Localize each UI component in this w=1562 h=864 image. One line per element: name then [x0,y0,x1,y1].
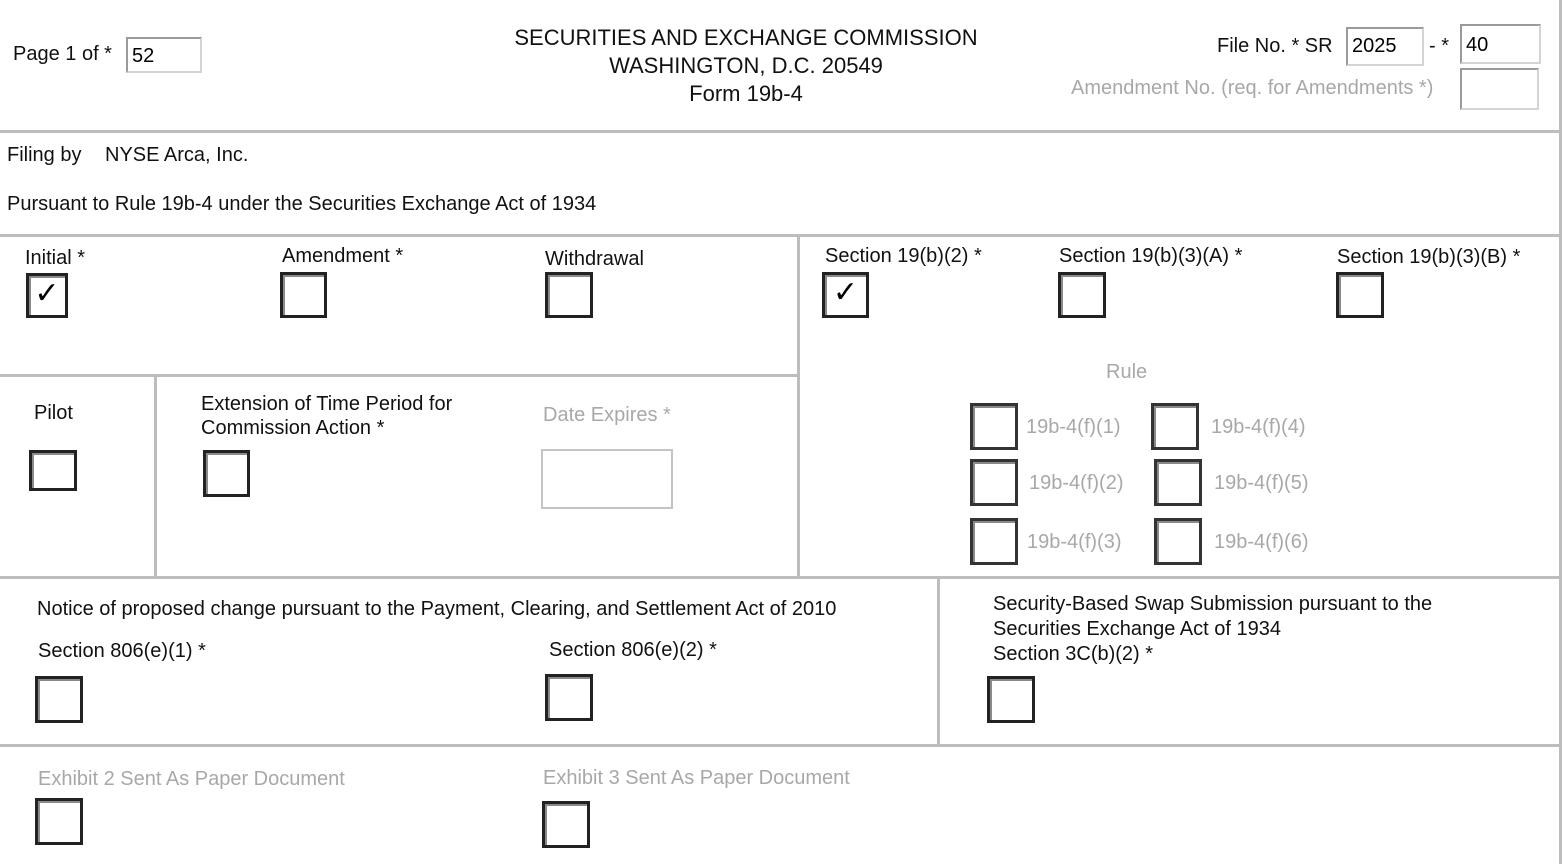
file-number-field[interactable]: 40 [1460,24,1541,64]
pilot-label: Pilot [34,402,73,424]
pursuant-text: Pursuant to Rule 19b-4 under the Securities Exchange Act of 1934 [7,193,597,215]
rule-f3-label: 19b-4(f)(3) [1027,531,1122,553]
section-19b2-label: Section 19(b)(2) * [825,245,982,267]
section-19b3b-checkbox[interactable] [1336,272,1384,318]
exhibit2-label: Exhibit 2 Sent As Paper Document [38,768,345,790]
file-year-field[interactable]: 2025 [1346,27,1424,66]
section-3cb2-checkbox[interactable] [987,676,1035,723]
date-expires-field[interactable] [541,449,673,509]
rule-f6-label: 19b-4(f)(6) [1214,531,1309,553]
swap-line2: Securities Exchange Act of 1934 [993,618,1281,640]
rule-f5-label: 19b-4(f)(5) [1214,472,1309,494]
filing-by-label: Filing by [7,144,82,166]
swap-line3: Section 3C(b)(2) * [993,643,1154,665]
extension-label-line1: Extension of Time Period for [201,393,453,415]
rule-f1-label: 19b-4(f)(1) [1026,416,1121,438]
rule-f4-checkbox[interactable] [1151,403,1199,450]
amendment-no-label: Amendment No. (req. for Amendments *) [1071,77,1434,99]
divider-payment-top [0,576,1562,579]
rule-f5-checkbox[interactable] [1154,459,1202,506]
section-19b3a-label: Section 19(b)(3)(A) * [1059,245,1243,267]
divider-exhibits-top [0,744,1562,747]
amendment-checkbox[interactable] [280,272,327,318]
form-title-line3: Form 19b-4 [689,81,803,106]
divider-vertical-main [797,234,800,577]
swap-line1: Security-Based Swap Submission pursuant to the [993,593,1433,615]
section-19b2-checkbox[interactable]: ✓ [822,272,869,318]
divider-header [0,130,1562,133]
exhibit3-label: Exhibit 3 Sent As Paper Document [543,767,850,789]
form-title-line1: SECURITIES AND EXCHANGE COMMISSION [514,25,978,50]
initial-checkbox[interactable]: ✓ [26,273,68,318]
withdrawal-label: Withdrawal [545,248,644,270]
amendment-no-field[interactable] [1460,68,1539,110]
file-no-label: File No. * SR [1217,35,1333,57]
section-19b3b-label: Section 19(b)(3)(B) * [1337,246,1521,268]
file-dash-label: - * [1429,35,1449,57]
section-806e2-label: Section 806(e)(2) * [549,639,717,661]
exhibit3-checkbox[interactable] [542,801,590,848]
rule-f1-checkbox[interactable] [970,403,1018,450]
rule-f2-label: 19b-4(f)(2) [1029,472,1124,494]
extension-checkbox[interactable] [203,450,250,497]
filer-name: NYSE Arca, Inc. [105,144,249,166]
initial-label: Initial * [25,247,86,269]
exhibit2-checkbox[interactable] [35,798,83,845]
rule-heading: Rule [1106,361,1148,383]
pilot-checkbox[interactable] [29,450,77,491]
divider-pilot-vertical [154,374,157,577]
amendment-label: Amendment * [282,245,404,267]
divider-filing [0,234,1562,237]
section-806e1-checkbox[interactable] [35,676,83,723]
page-label: Page 1 of * [13,43,112,65]
date-expires-label: Date Expires * [543,404,671,426]
rule-f4-label: 19b-4(f)(4) [1211,416,1306,438]
extension-label-line2: Commission Action * [201,417,385,439]
divider-pilot-top [0,374,797,377]
section-806e2-checkbox[interactable] [545,674,593,721]
rule-f2-checkbox[interactable] [970,459,1018,506]
withdrawal-checkbox[interactable] [545,272,593,318]
section-806e1-label: Section 806(e)(1) * [38,640,206,662]
section-19b3a-checkbox[interactable] [1058,272,1106,318]
form-title-line2: WASHINGTON, D.C. 20549 [609,53,883,78]
rule-f3-checkbox[interactable] [970,518,1018,565]
page-total-field[interactable]: 52 [126,37,202,73]
rule-f6-checkbox[interactable] [1154,518,1202,565]
divider-payment-vertical [937,576,940,745]
payment-notice: Notice of proposed change pursuant to the Payment, Clearing, and Settlement Act of 2010 [37,598,837,620]
